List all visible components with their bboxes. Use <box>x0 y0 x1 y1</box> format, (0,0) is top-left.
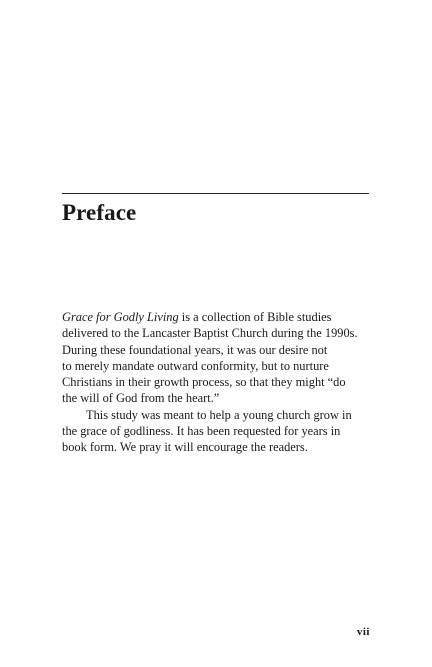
heading-rule <box>62 193 369 194</box>
paragraph-1-line-2: delivered to the Lancaster Baptist Church during the 1990s. <box>62 326 358 341</box>
paragraph-1-line-3: During these foundational years, it was our desire not <box>62 342 328 357</box>
page-number: vii <box>356 626 370 638</box>
paragraph-1-line-6: the will of God from the heart.” <box>62 391 220 406</box>
paragraph-1-line-1 <box>62 309 374 325</box>
book-title: Grace for Godly Living <box>62 310 179 324</box>
paragraph-2 <box>62 407 374 456</box>
paragraph-1 <box>62 309 374 407</box>
paragraph-2-line-1: This study was meant to help a young church grow in <box>86 407 352 422</box>
page-title: Preface <box>62 200 137 225</box>
paragraph-2-line-3: book form. We pray it will encourage the readers. <box>62 440 308 455</box>
paragraph-1-line-4: to merely mandate outward conformity, but to nurture <box>62 358 329 373</box>
preface-body <box>62 309 374 456</box>
paragraph-2-line-2: the grace of godliness. It has been requested for years in <box>62 424 341 439</box>
paragraph-1-line-1-rest: is a collection of Bible studies <box>178 310 332 324</box>
paragraph-1-line-5: Christians in their growth process, so that they might “do <box>62 375 346 390</box>
